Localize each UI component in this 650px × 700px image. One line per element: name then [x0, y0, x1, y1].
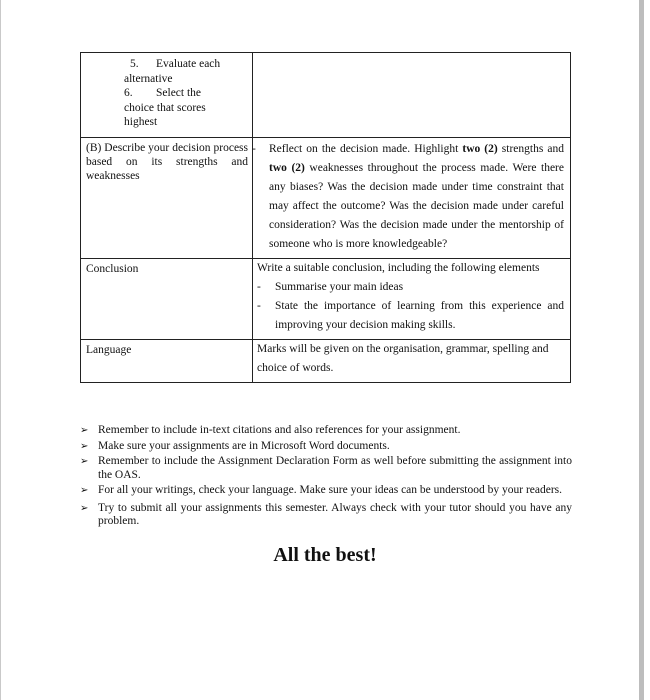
dash-marker: -	[257, 300, 261, 312]
list-item	[252, 140, 564, 254]
description-intro: Write a suitable conclusion, including the following elements	[257, 262, 540, 274]
list-item	[124, 86, 248, 101]
arrow-bullet-icon: ➢	[80, 502, 89, 514]
step-text: Evaluate each	[156, 58, 221, 70]
steps-list	[86, 57, 248, 130]
emphasis-text: two (2)	[269, 162, 305, 174]
arrow-bullet-icon: ➢	[80, 456, 89, 467]
list-item	[80, 502, 572, 529]
dash-marker: -	[252, 143, 256, 155]
reminder-list	[80, 424, 572, 531]
arrow-bullet-icon: ➢	[80, 440, 89, 452]
list-item	[257, 297, 564, 335]
list-item	[257, 278, 564, 297]
closing-text: All the best!	[273, 544, 377, 566]
list-item	[124, 72, 248, 87]
list-item	[130, 57, 248, 72]
step-number: 5.	[130, 58, 139, 70]
description-cell	[253, 259, 571, 340]
list-item	[80, 424, 572, 438]
table-row	[81, 138, 571, 259]
rubric-table	[80, 52, 571, 383]
list-item	[80, 440, 572, 454]
description-cell	[253, 138, 571, 259]
reminder-text: Make sure your assignments are in Microsoft Word documents.	[98, 439, 390, 452]
list-item	[124, 101, 219, 130]
reminder-text: For all your writings, check your language. Make sure your ideas can be understood by your readers.	[98, 484, 563, 496]
list-item	[80, 455, 572, 482]
step-text-cont: alternative	[124, 72, 173, 85]
description-cell	[253, 340, 571, 383]
closing-message	[0, 544, 650, 567]
description-part: Reflect on the decision made. Highlight	[269, 143, 463, 155]
criterion-text: Language	[86, 344, 132, 356]
list-item-text: State the importance of learning from this experience and improving your decision making skills.	[275, 300, 564, 331]
criterion-text: Conclusion	[86, 263, 139, 275]
description-text: Marks will be given on the organisation, grammar, spelling and choice of words.	[257, 343, 549, 374]
step-number: 6.	[124, 87, 133, 99]
list-item	[80, 484, 572, 498]
emphasis-text: two (2)	[462, 143, 498, 155]
steps-cell	[81, 53, 253, 138]
reminder-text: Remember to include the Assignment Declaration Form as well before submitting the assignment into the OAS.	[98, 455, 572, 481]
dash-marker: -	[257, 281, 261, 293]
table-row	[81, 340, 571, 383]
arrow-bullet-icon: ➢	[80, 425, 89, 436]
step-text: Select the	[156, 87, 202, 99]
criterion-text: (B) Describe your decision process based on its strengths and weaknesses	[86, 142, 248, 182]
description-part: weaknesses throughout the process made. Were there any biases? Was the decision made under time constraint that may affect the outcome? Was the decision made under careful consideration? Was the decision made under the mentorship of someone who is more knowledgeable?	[269, 162, 564, 250]
table-row	[81, 53, 571, 138]
reminder-text: Remember to include in-text citations and also references for your assignment.	[98, 424, 461, 436]
empty-cell	[253, 53, 571, 138]
step-text-cont: choice that scores highest	[124, 101, 206, 128]
criterion-cell	[81, 138, 253, 259]
criterion-cell	[81, 259, 253, 340]
criterion-cell	[81, 340, 253, 383]
description-part: strengths and	[497, 143, 564, 155]
arrow-bullet-icon: ➢	[80, 485, 89, 496]
list-item-text: Summarise your main ideas	[275, 281, 404, 293]
reminder-text: Try to submit all your assignments this semester. Always check with your tutor should you have any problem.	[98, 501, 572, 527]
table-row	[81, 259, 571, 340]
